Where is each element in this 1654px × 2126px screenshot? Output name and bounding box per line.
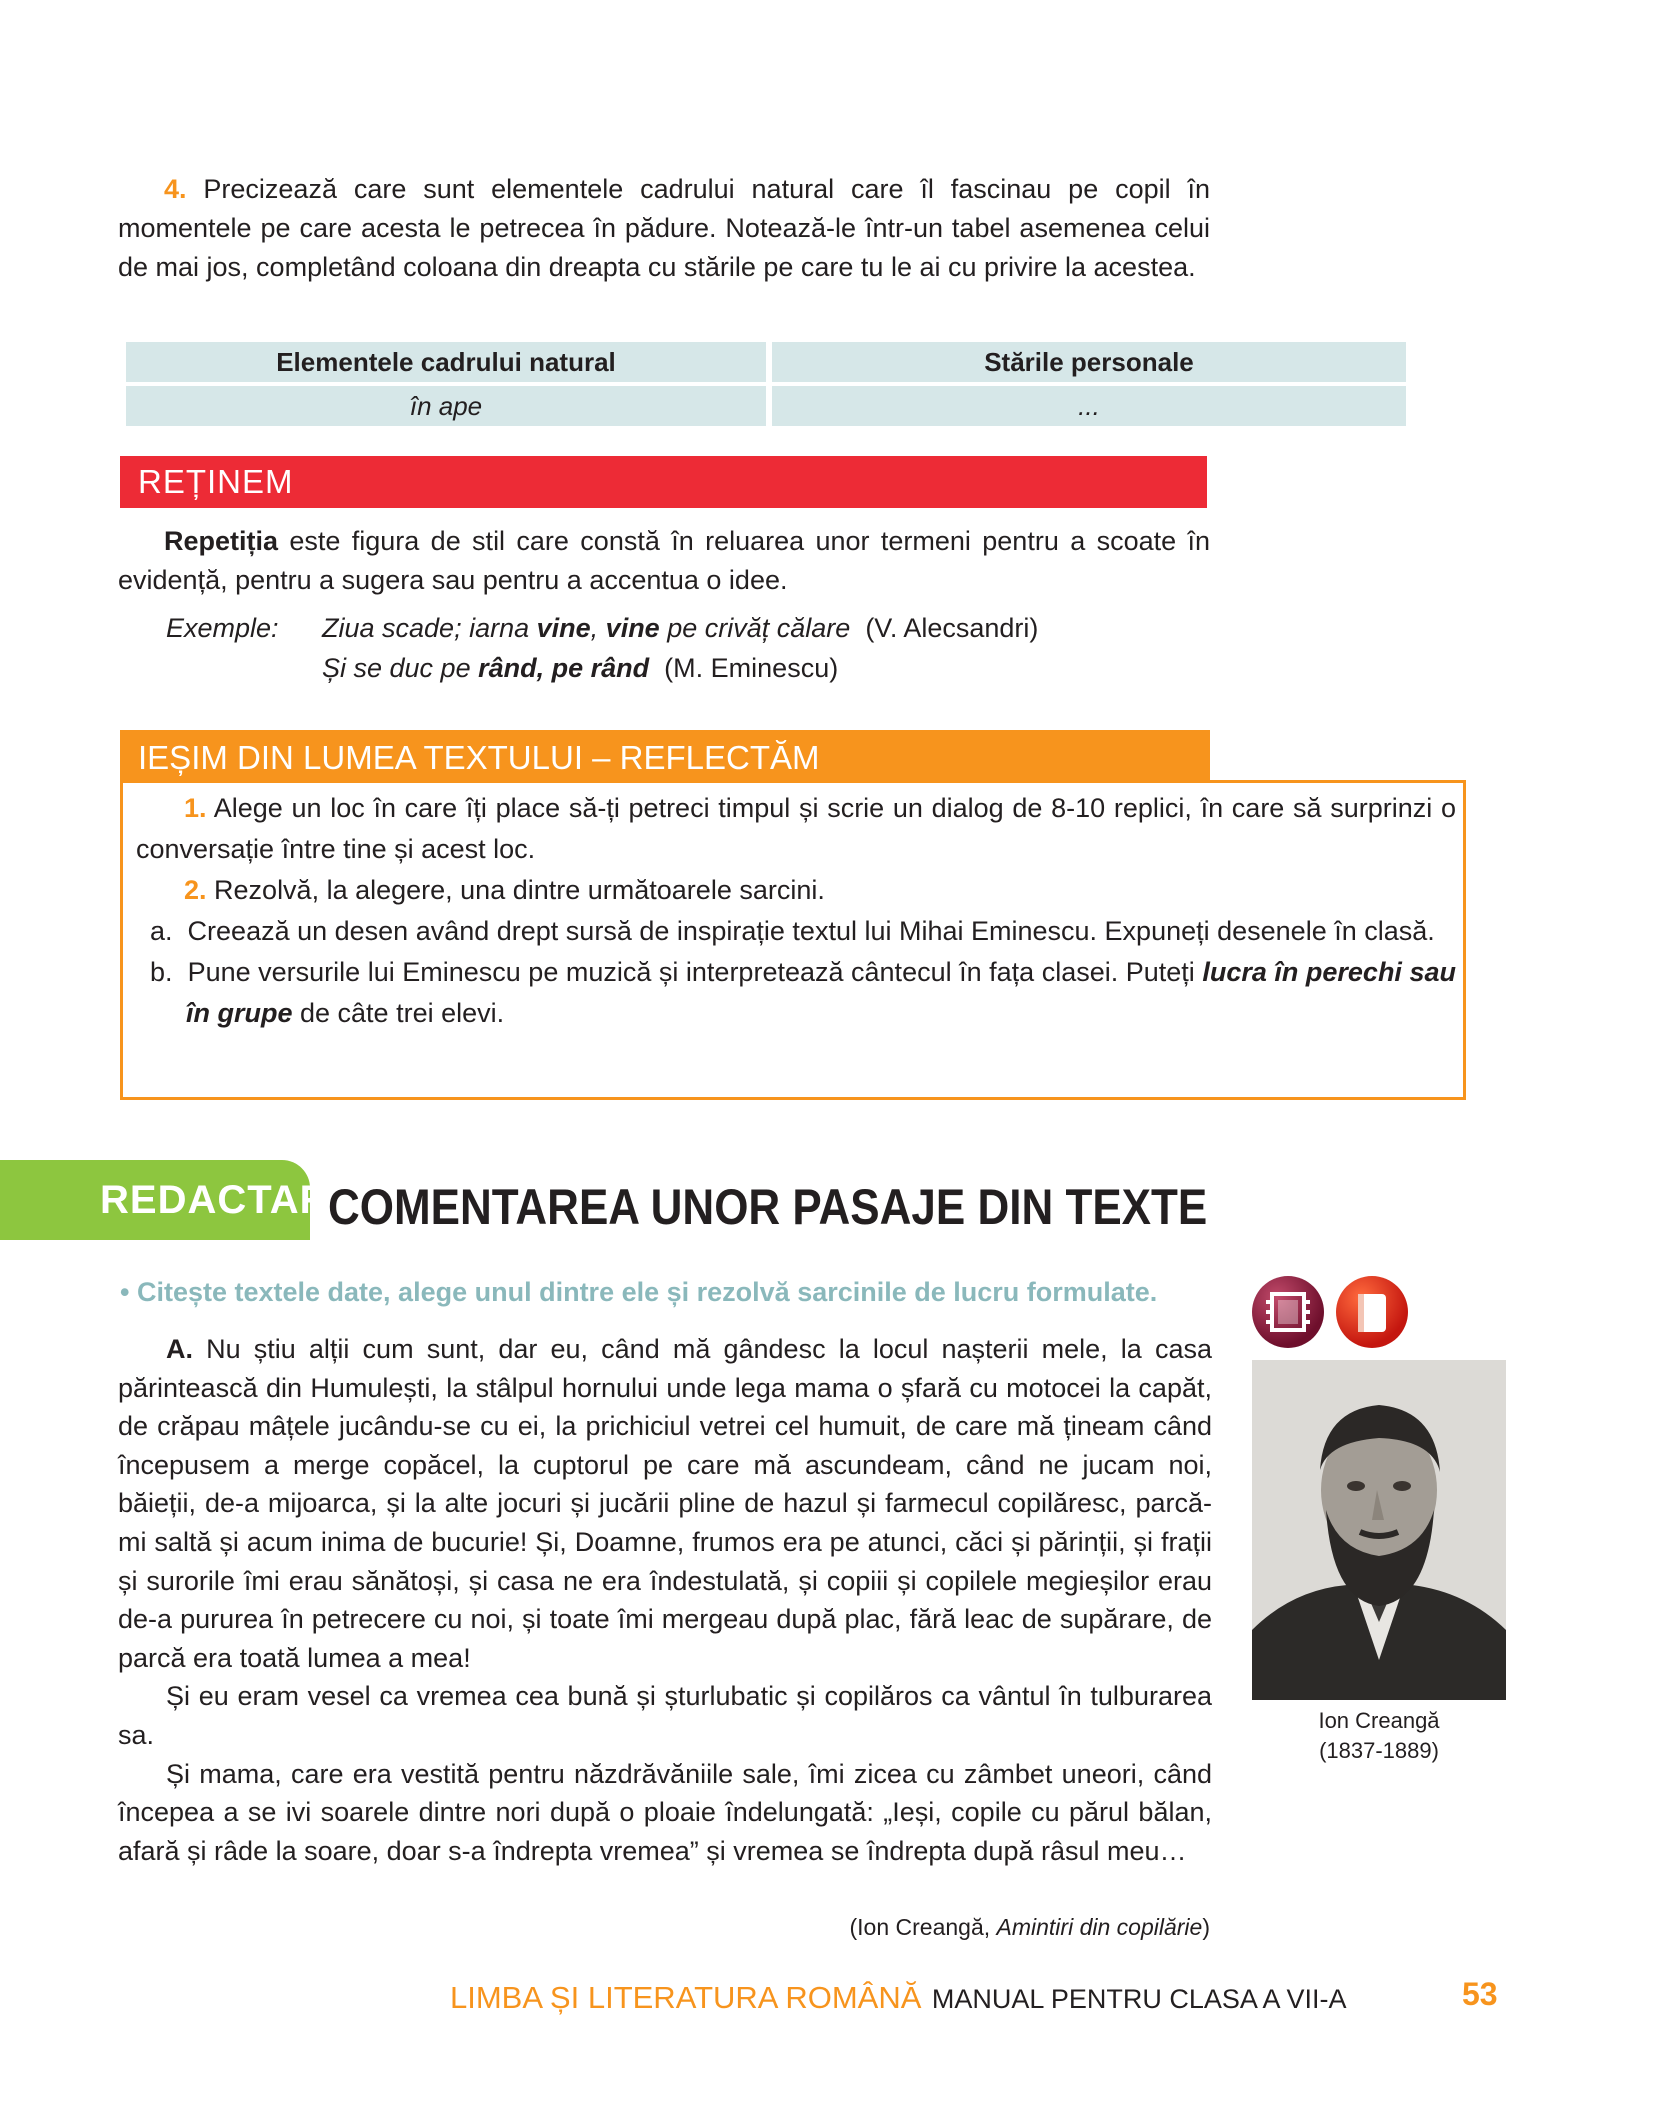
example-text: , (590, 613, 606, 643)
option-label: b. (150, 957, 173, 987)
iesim-title: IEȘIM DIN LUMEA TEXTULUI – REFLECTĂM (138, 739, 820, 776)
task-option-b (136, 952, 1456, 1034)
examples-block (166, 608, 1038, 688)
task-text: Alege un loc în care îți place să-ți petreci timpul și scrie un dialog de 8-10 replici, în care să surprinzi o conversație între tine și acest loc. (136, 793, 1456, 864)
option-label: a. (150, 916, 173, 946)
example-emphasis: pe rând (551, 653, 650, 683)
table-cell: ... (772, 386, 1406, 426)
exercise-4 (118, 170, 1210, 287)
task-number: 2. (184, 875, 207, 905)
passage-source (600, 1910, 1210, 1944)
definition-text: este figura de stil care constă în reluarea unor termeni pentru a scoate în evidență, pentru a sugera sau pentru a accentua o idee. (118, 526, 1210, 595)
passage-text: Nu știu alții cum sunt, dar eu, când mă gândesc la locul nașterii mele, la casa părintească din Humulești, la stâlpul hornului unde lega mama o șfară cu motocei la capăt, de crăpau mâțele jucându-se cu ei, la prichiciul vetrei cel humuit, de care mă țineam când începusem a merge copăcel, la cuptorul pe care mă ascundeam, când ne jucam noi, băieții, de-a mijoarca, și la alte jocuri și jucării pline de hazul și farmecul copilăresc, parcă-mi saltă și acum inima de bucurie! Și, Doamne, frumos era pe atunci, căci și părinții, și frații și surorile îmi erau sănătoși, și casa ne era îndestulată, și copiii și copilele megieșilor erau de-a pururea în petrecere cu noi, și toate îmi mergeau după plac, fără leac de supărare, de parcă era toată lumea a mea! (118, 1334, 1212, 1673)
film-icon[interactable] (1252, 1276, 1324, 1348)
example-emphasis: vine (605, 613, 660, 643)
footer-manual: MANUAL PENTRU CLASA A VII-A (931, 1984, 1347, 2014)
exercise-text: Precizează care sunt elementele cadrului natural care îl fascinau pe copil în momentele pe care acesta le petrecea în pădure. Notează-le într-un tabel asemenea celui de mai jos, completând coloana din dreapta cu stările pe care tu le ai cu privire la acestea. (118, 174, 1210, 282)
portrait-photo (1252, 1360, 1506, 1700)
table-header: Elementele cadrului natural (126, 342, 766, 382)
redactare-label: REDACTARE (100, 1178, 358, 1222)
task-number: 1. (184, 793, 207, 823)
table-header: Stările personale (772, 342, 1406, 382)
portrait-name: Ion Creangă (1318, 1708, 1440, 1733)
book-icon[interactable] (1336, 1276, 1408, 1348)
passage-creanga (118, 1330, 1212, 1870)
footer-subject: LIMBA ȘI LITERATURA ROMÂNĂ (450, 1980, 922, 2015)
example-text: Ziua scade; iarna (322, 613, 537, 643)
table-header-row (126, 342, 1406, 382)
definition-term: Repetiția (164, 526, 279, 556)
retinem-definition (118, 522, 1210, 600)
examples-label: Exemple: (166, 613, 279, 643)
passage-paragraph: Și mama, care era vestită pentru năzdrăvăniile sale, îmi zicea cu zâmbet uneori, când începea a se ivi soarele dintre nori după o ploaie îndelungată: „Ieși, copile cu părul bălan, afară și râde la soare, doar s-a îndrepta vremea” și vremea se îndrepta după râsul meu… (118, 1758, 1212, 1866)
portrait-caption (1252, 1706, 1506, 1766)
table-cell: în ape (126, 386, 766, 426)
option-text: Pune versurile lui Eminescu pe muzică și interpretează cântecul în fața clasei. Puteți (187, 957, 1203, 987)
example-emphasis: vine (536, 613, 591, 643)
task-option-a (136, 911, 1456, 952)
page-number: 53 (1462, 1976, 1498, 2012)
natural-elements-table (120, 338, 1412, 430)
source-title: Amintiri din copilărie (996, 1914, 1203, 1940)
footer (450, 1980, 1347, 2016)
option-text: de câte trei elevi. (292, 998, 505, 1028)
task-text: Rezolvă, la alegere, una dintre următoarele sarcini. (206, 875, 825, 905)
passage-label: A. (166, 1334, 193, 1364)
table-row (126, 386, 1406, 426)
task-2 (136, 870, 1456, 911)
passage-paragraph (118, 1330, 1212, 1677)
example-1 (166, 608, 1038, 648)
example-emphasis: rând (478, 653, 537, 683)
source-end: ) (1202, 1914, 1210, 1940)
iesim-tasks (136, 788, 1456, 1034)
example-2 (166, 648, 1038, 688)
section-title: COMENTAREA UNOR PASAJE DIN TEXTE (328, 1179, 1208, 1235)
instruction: • Citește textele date, alege unul dintre ele și rezolvă sarcinile de lucru formulate. (120, 1277, 1158, 1307)
retinem-title: REȚINEM (138, 463, 294, 500)
option-text: Creează un desen având drept sursă de inspirație textul lui Mihai Eminescu. Expuneți desenele în clasă. (187, 916, 1435, 946)
task-1 (136, 788, 1456, 870)
example-text: Și se duc pe (322, 653, 479, 683)
passage-paragraph: Și eu eram vesel ca vremea cea bună și șturlubatic și copilăros ca vântul în tulburarea sa. (118, 1681, 1212, 1750)
example-text: pe crivăț călare (659, 613, 851, 643)
example-text: , (536, 653, 552, 683)
source-author: (Ion Creangă, (849, 1914, 997, 1940)
option-emphasis: lucra în perechi sau în grupe (186, 957, 1456, 1028)
example-author: (M. Eminescu) (664, 653, 839, 683)
example-author: (V. Alecsandri) (865, 613, 1039, 643)
portrait-years: (1837-1889) (1319, 1738, 1439, 1763)
exercise-number: 4. (164, 174, 187, 204)
